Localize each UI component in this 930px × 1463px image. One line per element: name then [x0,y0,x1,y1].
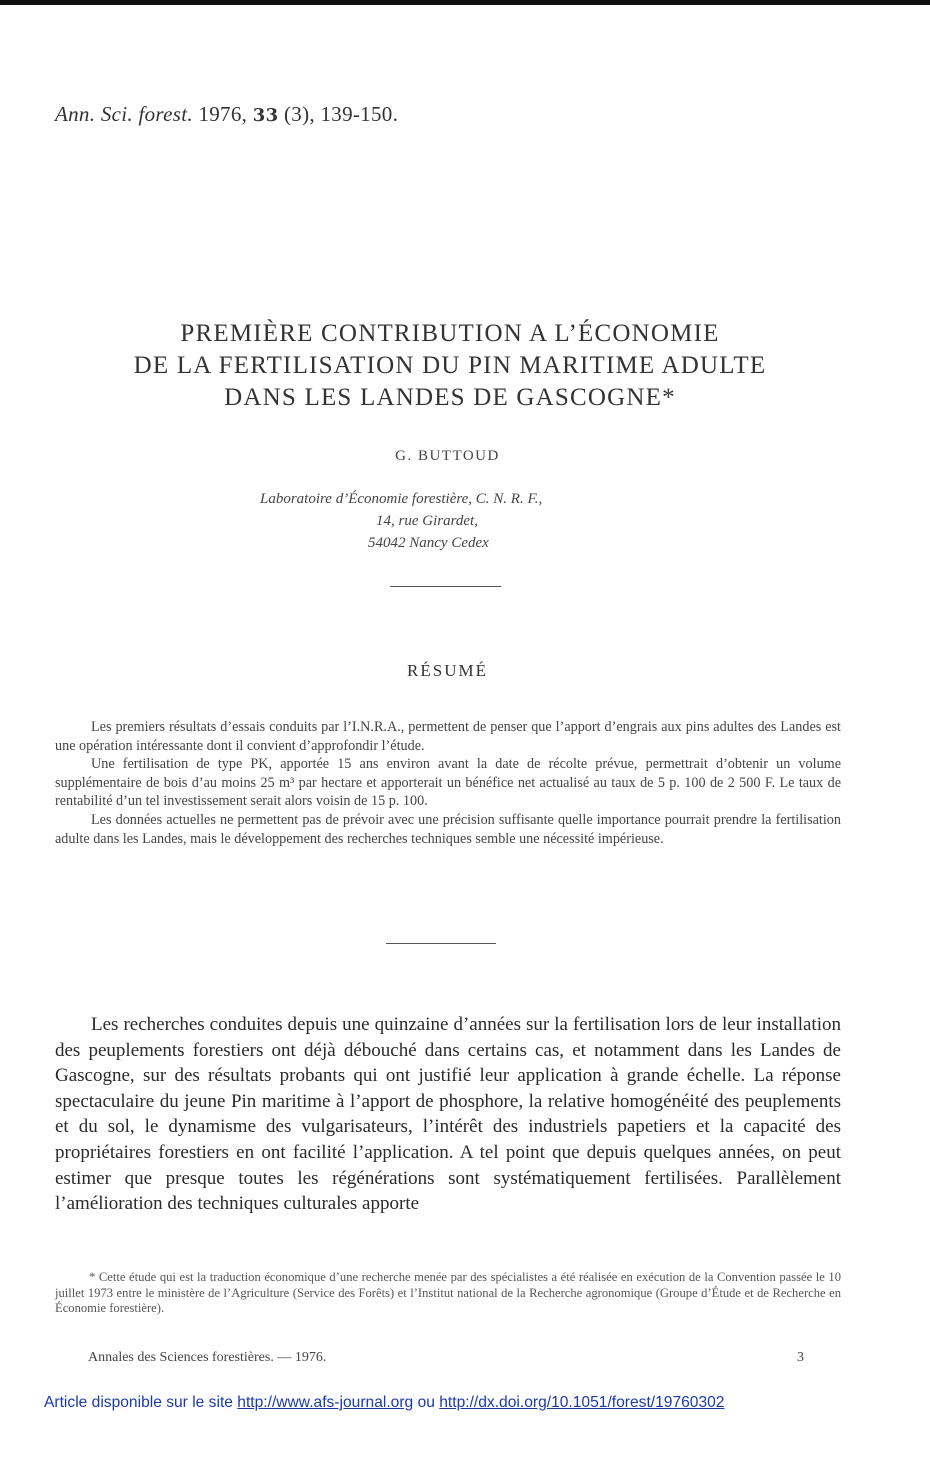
title-line-2: DE LA FERTILISATION DU PIN MARITIME ADULTE [133,352,767,379]
page-number: 3 [797,1350,804,1365]
citation-year: 1976, [198,102,248,126]
citation [55,102,398,127]
footnote [55,1270,841,1317]
abstract-paragraph-3: Les données actuelles ne permettent pas de prévoir avec une précision suffisante quelle importance pourrait prendre la fertilisation adulte dans les Landes, mais le développement des recherches techniques semble une nécessité impérieuse. [55,811,841,847]
citation-journal: Ann. Sci. forest. [55,102,193,126]
footnote-text: * Cette étude qui est la traduction économique d’une recherche menée par des spécialistes a été réalisée en exécution de la Convention passée le 10 juillet 1973 entre le ministère de l’Agriculture (Service des Forêts) et l’Institut national de la Recherche agronomique (Groupe d’Étude et de Recherche en Économie forestière). [55,1270,841,1315]
doi-link[interactable]: http://dx.doi.org/10.1051/forest/19760302 [439,1394,725,1411]
resume-heading: RÉSUMÉ [407,661,488,680]
journal-footer: Annales des Sciences forestières. — 1976. [88,1350,327,1365]
citation-volume: 33 [252,105,279,126]
body-paragraph-1: Les recherches conduites depuis une quinzaine d’années sur la fertilisation lors de leur installation des peuplements forestiers ont déjà débouché dans certains cas, et notamment dans les Landes de Gascogne, sur des résultats probants qui ont justifié leur application à grande échelle. La réponse spectaculaire du jeune Pin maritime à l’apport de phosphore, la relative homogénéité des peuplements et du sol, le dynamisme des vulgarisateurs, l’intérêt des industriels papetiers et la capacité des propriétaires forestiers en ont facilité l’application. A tel point que depuis quelques années, on peut estimer que presque toutes les régénérations sont systématiquement fertilisées. Parallèlement l’amélioration des techniques culturales apporte [55,1014,841,1215]
author: G. BUTTOUD [395,448,500,464]
abstract-end-rule [386,943,496,944]
title-line-3: DANS LES LANDES DE GASCOGNE* [224,384,676,411]
availability-notice [44,1394,724,1412]
abstract [55,718,841,848]
separator-rule [390,586,501,587]
article-title [60,318,840,414]
journal-site-link[interactable]: http://www.afs-journal.org [237,1394,414,1411]
availability-prefix: Article disponible sur le site [44,1394,238,1411]
abstract-paragraph-2: Une fertilisation de type PK, apportée 15 ans environ avant la date de récolte prévue, permettrait d’obtenir un volume supplémentaire de bois d’au moins 25 m³ par hectare et apporterait un bénéfice net actualisé au taux de 5 p. 100 de 2 500 F. Le taux de rentabilité d’un tel investissement serait alors voisin de 15 p. 100. [55,756,841,810]
abstract-paragraph-1: Les premiers résultats d’essais conduits par l’I.N.R.A., permettent de penser que l’apport d’engrais aux pins adultes des Landes est une opération intéressante dont il convient d’approfondir l’étude. [55,719,841,754]
citation-pages: (3), 139-150. [283,102,399,126]
availability-middle: ou [413,1394,440,1411]
affiliation-line-1: Laboratoire d’Économie forestière, C. N. R. F., [260,491,543,507]
body-text [55,1012,841,1217]
affiliation [260,488,660,554]
affiliation-line-3: 54042 Nancy Cedex [368,535,489,551]
affiliation-line-2: 14, rue Girardet, [376,513,478,529]
title-line-1: PREMIÈRE CONTRIBUTION A L’ÉCONOMIE [180,320,720,347]
top-rule [0,0,930,5]
